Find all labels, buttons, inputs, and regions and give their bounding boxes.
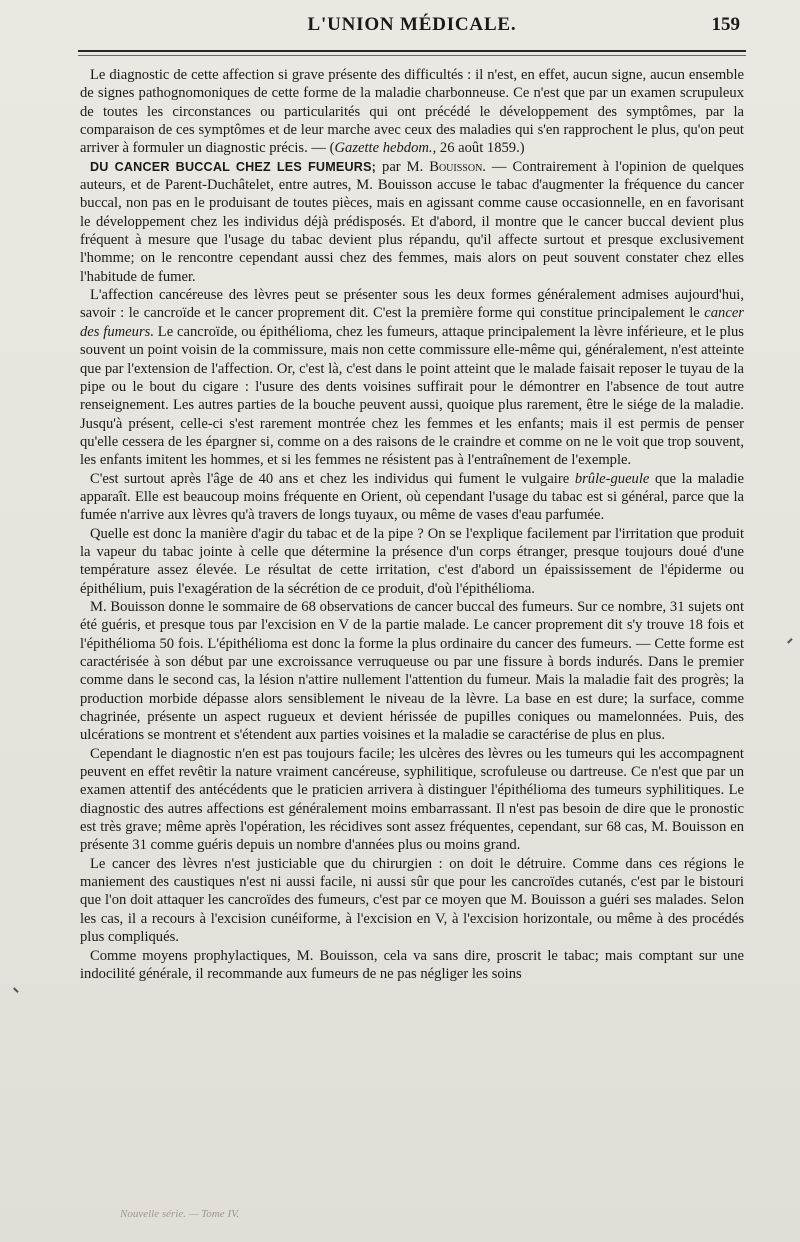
margin-mark [13,983,23,993]
article-paragraph-8: Comme moyens prophylactiques, M. Bouisson, cela va sans dire, proscrit le tabac; mais comptant sur une indocilité générale, il recommande aux fumeurs de ne pas négliger les soins [80,947,744,982]
section-title: DU CANCER BUCCAL CHEZ LES FUMEURS; [90,159,377,174]
page-number: 159 [711,14,740,35]
intro-date: , 26 août 1859.) [432,140,525,157]
article-body [80,66,744,983]
header-rule-thin [78,55,746,56]
paragraph-2-start: L'affection cancéreuse des lèvres peut se présenter sous les deux formes généralement admises aujourd'hui, savoir : le cancroïde et le cancer proprement dit. C'est la première forme qui constitue principalement le [80,287,744,322]
header-rule [78,50,746,52]
margin-mark [787,638,797,648]
article-paragraph-7: Le cancer des lèvres n'est justiciable que du chirurgien : on doit le détruire. Comme dans ces régions le maniement des caustiques n'est ni aussi facile, ni aussi sûr que pour les cancroïdes cutanés, c'est par le bistouri que l'on doit attaquer les cancroïdes des fumeurs, c'est par ce moyen que M. Bouisson a guéri ses malades. Selon les cas, il a recours à l'excision cunéiforme, à l'excision en V, à l'excision horizontale, ou même à des procédés plus compliqués. [80,855,744,946]
article-paragraph-3 [80,470,744,525]
article-paragraph-4: Quelle est donc la manière d'agir du tabac et de la pipe ? On se l'explique facilement par l'irritation que produit la vapeur du tabac jointe à celle que détermine la présence d'un corps étranger, presque toujours doué d'une température assez élevée. Le résultat de cette irritation, c'est d'abord un épaississement de l'épiderme ou épithélium, puis l'exagération de la sécrétion de ce produit, d'où l'épithélioma. [80,525,744,597]
article-paragraph-6: Cependant le diagnostic n'en est pas toujours facile; les ulcères des lèvres ou les tumeurs qui les accompagnent peuvent en effet revêtir la nature vraiment cancéreuse, syphilitique, scrofuleuse ou dartreuse. Ce n'est que par un examen attentif des antécédents que le praticien arrivera à distinguer l'épithélioma des tumeurs syphilitiques. Le diagnostic des autres affections est généralement moins embarrassant. Il n'est pas besoin de dire que le pronostic est très grave; même après l'opération, les récidives sont assez fréquentes, cependant, sur 68 cas, M. Bouisson en présente 31 comme guéris depuis un nombre d'années plus ou moins grand. [80,745,744,854]
article-paragraph-2 [80,286,744,469]
intro-source: Gazette hebdom. [334,140,433,157]
author-name: Bouisson [429,158,483,175]
intro-paragraph [80,66,744,158]
running-header [80,14,744,44]
author-prefix: par M. [376,158,430,175]
journal-title: L'UNION MÉDICALE. [307,14,517,35]
article-paragraph-5: M. Bouisson donne le sommaire de 68 observations de cancer buccal des fumeurs. Sur ce nombre, 31 sujets ont été guéris, et presque tous par l'excision en V de la partie malade. Le cancer proprement dit s'y trouve 18 fois et l'épithélioma 50 fois. L'épithélioma est donc la forme la plus ordinaire du cancer des fumeurs. — Cette forme est caractérisée à son début par une excroissance verruqueuse ou par une fissure à bords indurés. Dans le premier comme dans le second cas, la lésion n'attire nullement l'attention du fumeur. Mais la maladie fait des progrès; la production morbide dépasse alors sensiblement le niveau de la lèvre. La base en est dure; la surface, comme chagrinée, présente un aspect rugueux et devient hérissée de pupilles coniques ou mamelonnées. Puis, des ulcérations se montrent et s'étendent aux parties voisines et la maladie se caractérise de plus en plus. [80,598,744,744]
paragraph-1-text: . — Contrairement à l'opinion de quelques auteurs, et de Parent-Duchâtelet, entre autres, M. Bouisson accuse le tabac d'augmenter la fréquence du cancer buccal, non pas en le produisant de toutes pièces, mais en agissant comme cause occasionnelle, en en favorisant le développement chez les individus déjà prédisposés. Et d'abord, il montre que le cancer buccal devient plus fréquent à mesure que l'usage du tabac devient plus répandu, qu'il affecte surtout et presque exclusivement l'homme; on le rencontre cependant aussi chez des femmes, mais alors on peut souvent constater chez elles l'habitude de fumer. [80,158,744,285]
paragraph-2-rest: Le cancroïde, ou épithélioma, chez les fumeurs, attaque principalement la lèvre inférieure, et le plus souvent un point voisin de la commissure, mais non cette commissure elle-même qui, généralement, n'est atteinte que par l'extension de l'affection. Or, c'est là, c'est dans le point atteint que le malade faisait reposer le tuyau de la pipe ou le bout du cigare : l'usure des dents voisines suffirait pour le démontrer en l'absence de tout autre renseignement. Les autres parties de la bouche peuvent aussi, quoique plus rarement, être le siége de la maladie. Jusqu'à présent, celle-ci s'est rarement montrée chez les femmes et les enfants; mais il est permis de penser qu'elle cessera de les épargner si, comme on a des raisons de le craindre et comme on ne le voit que trop souvent, les enfants imitent les hommes, et si les femmes ne résistent pas à l'entraînement de l'exemple. [80,323,744,469]
paragraph-3-emphasis: brûle-gueule [574,470,650,487]
article-paragraph-1 [80,158,744,286]
footer-signature: Nouvelle série. — Tome IV. [120,1208,240,1220]
paragraph-3-rest: que la maladie apparaît. Elle est beaucoup moins fréquente en Orient, où cependant l'usage du tabac est si général, parce que la fumée n'arrive aux lèvres qu'à travers de longs tuyaux, ou même de vases d'eau parfumée. [80,470,744,524]
paragraph-3-start: C'est surtout après l'âge de 40 ans et chez les individus qui fument le vulgaire [90,470,575,487]
paragraph-2-emphasis: cancer des fumeurs. [80,305,744,340]
intro-text: Le diagnostic de cette affection si grave présente des difficultés : il n'est, en effet, aucun signe, aucun ensemble de signes pathognomoniques de cette forme de la maladie charbonneuse. Ce n'est que par un examen scrupuleux de toutes les circonstances ou particularités qui ont précédé le développement des symptômes, par la comparaison de ces symptômes et de leur marche avec ceux des maladies qui s'en rapprochent le plus, qu'on peut arriver à formuler un diagnostic précis. — ( [80,67,744,157]
